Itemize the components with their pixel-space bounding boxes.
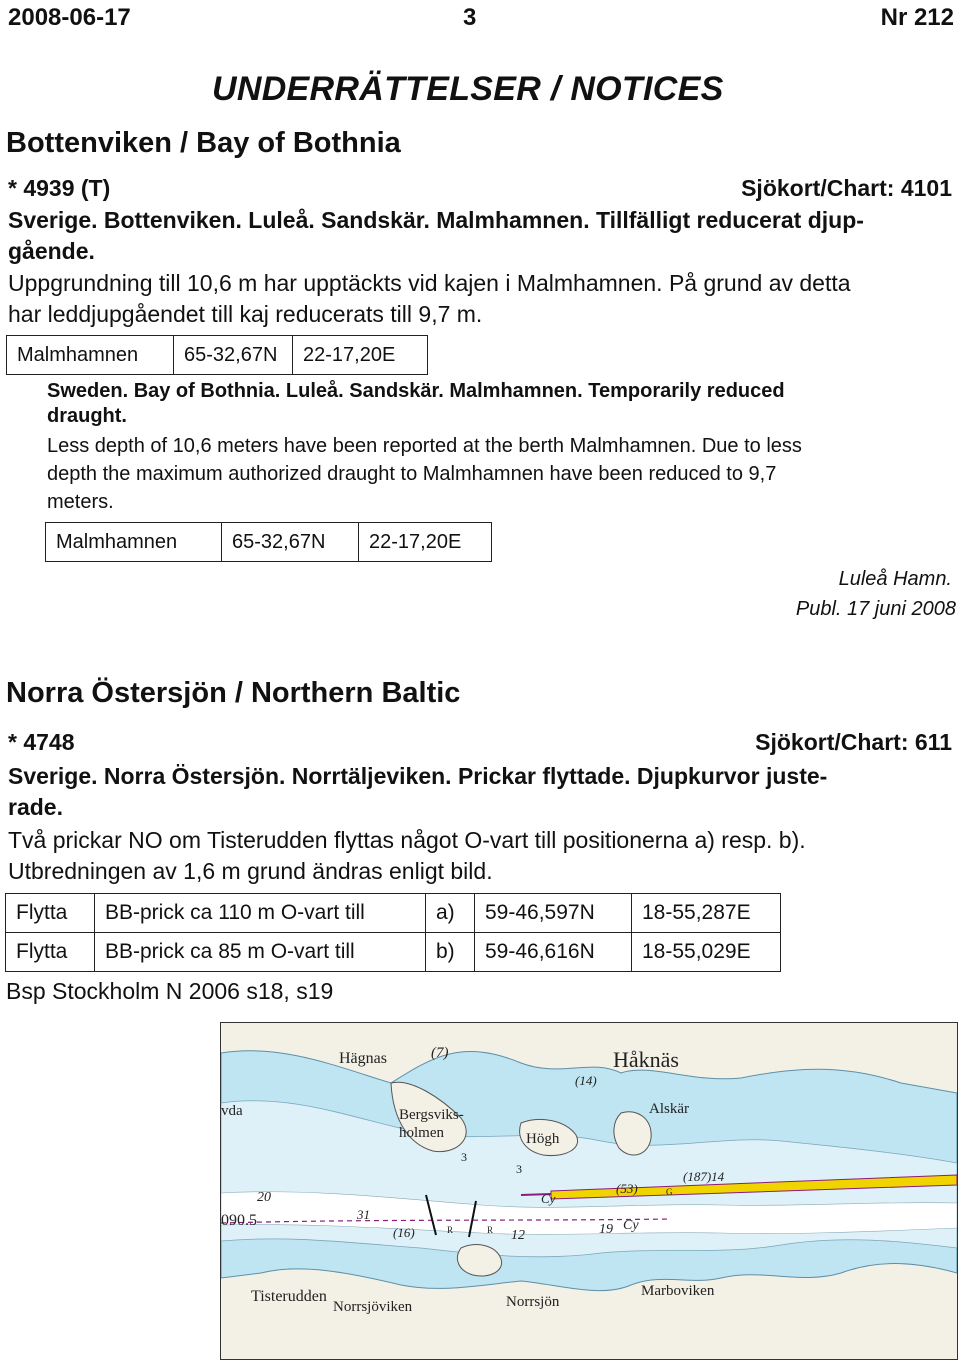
buoy-r: R [447,1225,454,1235]
buoy-table [5,893,781,972]
nautical-chart-excerpt [220,1022,958,1360]
chart-reference: Sjökort/Chart: 611 [755,729,952,755]
bearing-label: 090.5 [221,1212,257,1229]
place-hogh: Högh [526,1131,560,1147]
depth-label: (16) [393,1225,415,1240]
notice-source: Luleå Hamn. [838,568,952,590]
depth-label: (14) [575,1073,597,1088]
notice-text-sv: Uppgrundning till 10,6 m har upptäckts vid kajen i Malmhamnen. På grund av detta har leddjupgåendet till kaj reducerats till 9,7 m. [8,270,851,327]
position-table-en [45,522,492,562]
place-norrsjoviken: Norrsjöviken [333,1299,413,1315]
place-alskar: Alskär [649,1101,689,1117]
depth-label: (187)14 [683,1169,725,1184]
notices-banner: UNDERRÄTTELSER / NOTICES [212,70,724,108]
depth-label: (53) [616,1181,638,1196]
table-row: Flytta BB-prick ca 85 m O-vart till b) 59-46,616N 18-55,029E [6,933,781,972]
page-number: 3 [463,4,477,31]
position-name: Malmhamnen [7,336,174,375]
position-lat: 65-32,67N [174,336,293,375]
position-lon: 22-17,20E [293,336,428,375]
place-tisterudden: Tisterudden [251,1288,327,1305]
place-holmen: holmen [399,1125,444,1141]
position-lat: 65-32,67N [222,523,359,562]
depth-label: 3 [461,1150,467,1164]
notice-text: Två prickar NO om Tisterudden flyttas något O-vart till positionerna a) resp. b). Utbredningen av 1,6 m grund ändras enligt bild. [8,827,806,884]
depth-label: 31 [357,1207,370,1222]
notice-title-en: Sweden. Bay of Bothnia. Luleå. Sandskär. Malmhamnen. Temporarily reduced draught. [47,380,785,427]
buoy-r: R [487,1225,494,1235]
table-row: Flytta BB-prick ca 110 m O-vart till a) 59-46,597N 18-55,287E [6,894,781,933]
cy-label: Cy [541,1191,556,1206]
region-heading: Bottenviken / Bay of Bothnia [6,127,401,159]
cy-label: Cy [623,1218,639,1233]
region-heading: Norra Östersjön / Northern Baltic [6,677,461,709]
notice-title: Sverige. Norra Östersjön. Norrtäljeviken. Prickar flyttade. Djupkurvor juste- rade. [8,763,828,820]
notice-text-en: Less depth of 10,6 meters have been reported at the berth Malmhamnen. Due to less depth the maximum authorized draught to Malmhamnen have been reduced to 9,7 meters. [47,435,802,513]
place-bergsviks: Bergsviks- [399,1107,464,1123]
position-lon: 22-17,20E [359,523,492,562]
depth-label: 12 [511,1228,525,1243]
issue-number: Nr 212 [880,4,954,31]
chart-source-reference: Bsp Stockholm N 2006 s18, s19 [6,978,334,1004]
chart-reference: Sjökort/Chart: 4101 [741,175,952,201]
depth-label: 20 [257,1190,271,1205]
depth-label: (7) [431,1045,449,1061]
chart-drawing [221,1023,957,1359]
notice-number: * 4748 [8,729,75,755]
notice-number: * 4939 (T) [8,175,111,201]
place-hagnas: Hägnas [339,1050,387,1067]
position-name: Malmhamnen [46,523,222,562]
buoy-g: G [666,1187,673,1197]
depth-label: 3 [516,1162,522,1176]
position-table-sv [6,335,428,375]
place-vda: vda [221,1103,243,1119]
place-haknas: Håknäs [613,1047,679,1072]
place-norrsjon: Norrsjön [506,1294,560,1310]
publication-date: Publ. 17 juni 2008 [795,598,956,620]
depth-label: 19 [599,1222,613,1237]
notice-title-sv: Sverige. Bottenviken. Luleå. Sandskär. Malmhamnen. Tillfälligt reducerat djup- gående. [8,207,864,264]
place-marboviken: Marboviken [641,1283,715,1299]
page-date: 2008-06-17 [8,4,131,31]
